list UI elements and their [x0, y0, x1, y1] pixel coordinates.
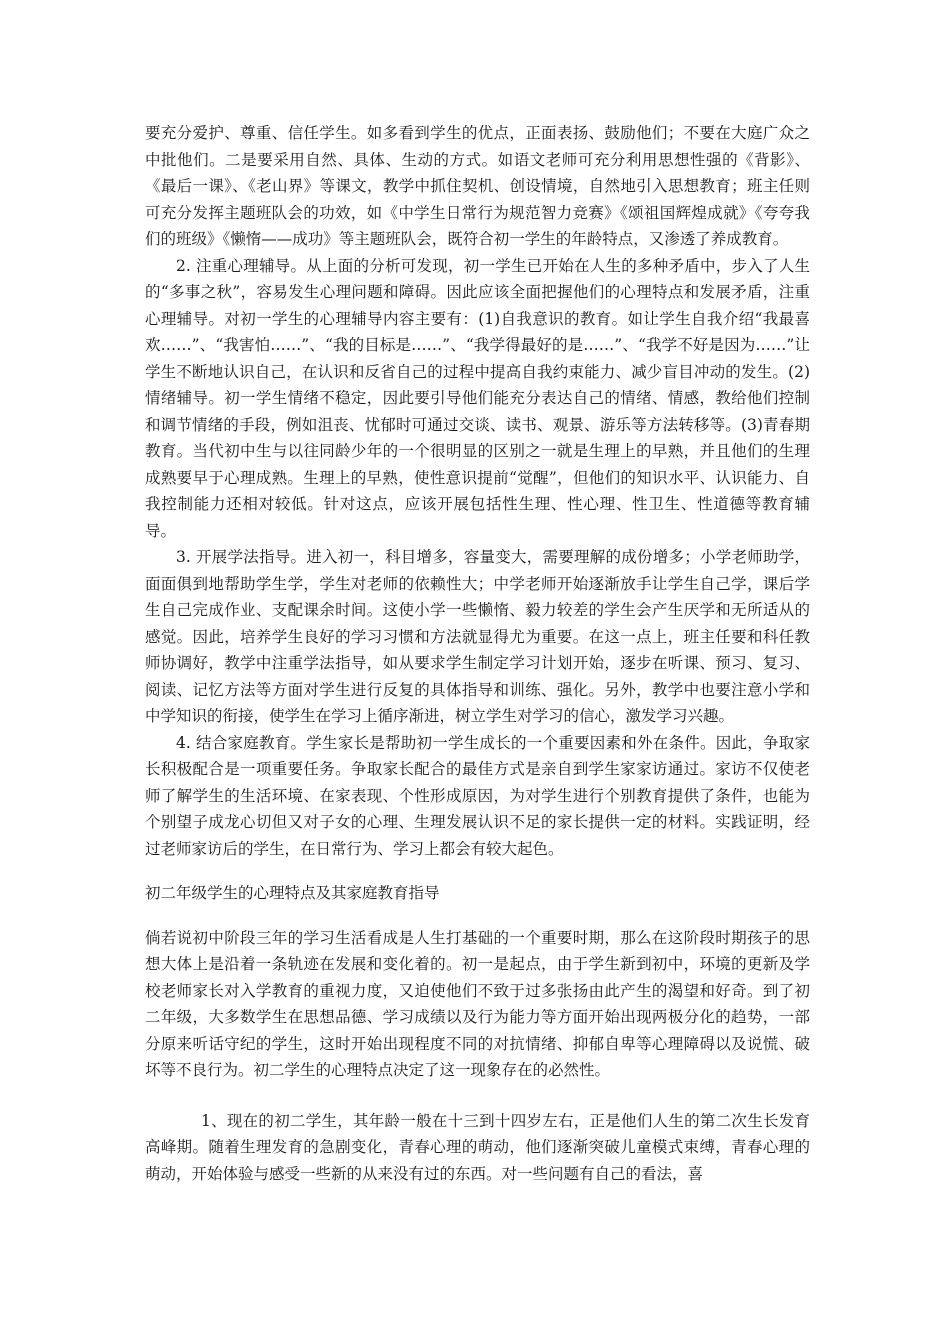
paragraph-grade2-point1: 1、现在的初二学生，其年龄一般在十三到十四岁左右，正是他们人生的第二次生长发育高峰期。随着生理发育的急剧变化，青春心理的萌动，他们逐渐突破儿童模式束缚，青春心理的萌动，开始体验与感受一些新的从来没有过的东西。对一些问题有自己的看法，喜	[145, 1111, 810, 1183]
paragraph-intro: 要充分爱护、尊重、信任学生。如多看到学生的优点，正面表扬、鼓励他们；不要在大庭广众之中批他们。二是要采用自然、具体、生动的方式。如语文老师可充分利用思想性强的《背影》、《最后一课》、《老山界》等课文，教学中抓住契机、创设情境，自然地引入思想教育；班主任则可充分发挥主题班队会的功效，如《中学生日常行为规范智力竞赛》《颂祖国辉煌成就》《夸夸我们的班级》《懒惰——成功》等主题班队会，既符合初一学生的年龄特点，又渗透了养成教育。	[145, 124, 810, 248]
section-title: 初二年级学生的心理特点及其家庭教育指导	[145, 884, 440, 902]
paragraph-psych-counseling: 2. 注重心理辅导。从上面的分析可发现，初一学生已开始在人生的多种矛盾中，步入了人生的“多事之秋”，容易发生心理问题和障碍。因此应该全面把握他们的心理特点和发展矛盾，注重心理辅导。对初一学生的心理辅导内容主要有：(1)自我意识的教育。如让学生自我介绍“我最喜欢……”、“我害怕……”、“我的目标是……”、“我学得最好的是……”、“我学不好是因为……”让学生不断地认识自己，在认识和反省自己的过程中提高自我约束能力、减少盲目冲动的发生。(2)情绪辅导。初一学生情绪不稳定，因此要引导他们能充分表达自己的情绪、情感，教给他们控制和调节情绪的手段，例如沮丧、忧郁时可通过交谈、读书、观景、游乐等方法转移等。(3)青春期教育。当代初中生与以往同龄少年的一个很明显的区别之一就是生理上的早熟，并且他们的生理成熟要早于心理成熟。生理上的早熟，使性意识提前“觉醒”，但他们的知识水平、认识能力、自我控制能力还相对较低。针对这点，应该开展包括性生理、性心理、性卫生、性道德等教育辅导。	[145, 256, 810, 540]
document-page	[145, 120, 810, 1187]
paragraph-family-education: 4. 结合家庭教育。学生家长是帮助初一学生成长的一个重要因素和外在条件。因此，争取家长积极配合是一项重要任务。争取家长配合的最佳方式是亲自到学生家家访通过。家访不仅使老师了解学生的生活环境、在家表现、个性形成原因，为对学生进行个别教育提供了条件，也能为个别望子成龙心切但又对子女的心理、生理发展认识不足的家长提供一定的材料。实践证明，经过老师家访后的学生，在日常行为、学习上都会有较大起色。	[145, 733, 810, 858]
paragraph-study-method: 3. 开展学法指导。进入初一，科目增多，容量变大，需要理解的成份增多；小学老师助学，面面俱到地帮助学生学，学生对老师的依赖性大；中学老师开始逐渐放手让学生自己学，课后学生自己完成作业、支配课余时间。这使小学一些懒惰、毅力较差的学生会产生厌学和无所适从的感觉。因此，培养学生良好的学习习惯和方法就显得尤为重要。在这一点上，班主任要和科任教师协调好，教学中注重学法指导，如从要求学生制定学习计划开始，逐步在听课、预习、复习、阅读、记忆方法等方面对学生进行反复的具体指导和训练、强化。另外，教学中也要注意小学和中学知识的衔接，使学生在学习上循序渐进，树立学生对学习的信心，激发学习兴趣。	[145, 548, 810, 725]
paragraph-grade2-intro: 倘若说初中阶段三年的学习生活看成是人生打基础的一个重要时期，那么在这阶段时期孩子的思想大体上是沿着一条轨迹在发展和变化着的。初一是起点，由于学生新到初中，环境的更新及学校老师家长对入学教育的重视力度，又迫使他们不致于过多张扬由此产生的渴望和好奇。到了初二年级，大多数学生在思想品德、学习成绩以及行为能力等方面开始出现两极分化的趋势，一部分原来听话守纪的学生，这时开始出现程度不同的对抗情绪、抑郁自卑等心理障碍以及说慌、破坏等不良行为。初二学生的心理特点决定了这一现象存在的必然性。	[145, 928, 810, 1079]
